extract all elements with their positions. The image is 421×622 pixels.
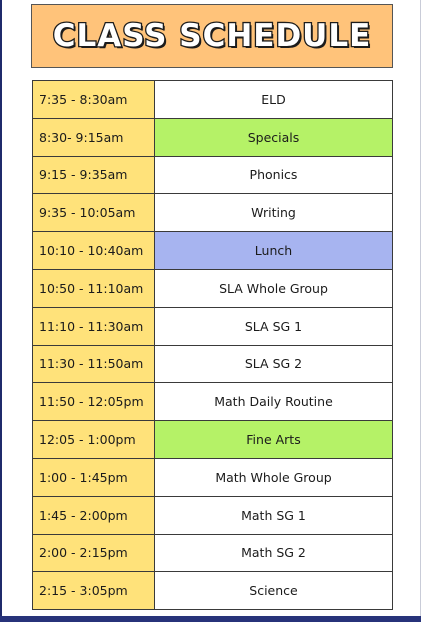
- time-cell: 10:50 - 11:10am: [33, 269, 155, 307]
- schedule-row: [33, 194, 393, 232]
- time-cell: 1:00 - 1:45pm: [33, 458, 155, 496]
- frame-bottom-edge: [0, 616, 421, 622]
- schedule-row: [33, 269, 393, 307]
- subject-cell: Math Daily Routine: [155, 383, 393, 421]
- subject-cell: Math SG 1: [155, 496, 393, 534]
- schedule-row: [33, 458, 393, 496]
- schedule-row: [33, 496, 393, 534]
- schedule-table: [32, 80, 393, 610]
- subject-cell: Fine Arts: [155, 421, 393, 459]
- schedule-row: [33, 421, 393, 459]
- schedule-row: [33, 232, 393, 270]
- time-cell: 1:45 - 2:00pm: [33, 496, 155, 534]
- schedule-row: [33, 345, 393, 383]
- schedule-row: [33, 383, 393, 421]
- schedule-table-body: [33, 81, 393, 610]
- schedule-row: [33, 81, 393, 119]
- time-cell: 11:30 - 11:50am: [33, 345, 155, 383]
- subject-cell: Math Whole Group: [155, 458, 393, 496]
- time-cell: 9:15 - 9:35am: [33, 156, 155, 194]
- subject-cell: Math SG 2: [155, 534, 393, 572]
- page-title: CLASS SCHEDULE: [52, 18, 372, 54]
- schedule-row: [33, 572, 393, 610]
- subject-cell: SLA SG 2: [155, 345, 393, 383]
- subject-cell: ELD: [155, 81, 393, 119]
- schedule-row: [33, 534, 393, 572]
- schedule-row: [33, 156, 393, 194]
- time-cell: 8:30- 9:15am: [33, 118, 155, 156]
- subject-cell: Writing: [155, 194, 393, 232]
- subject-cell: Lunch: [155, 232, 393, 270]
- title-banner: [31, 4, 393, 68]
- subject-cell: SLA Whole Group: [155, 269, 393, 307]
- schedule-row: [33, 118, 393, 156]
- schedule-row: [33, 307, 393, 345]
- subject-cell: SLA SG 1: [155, 307, 393, 345]
- frame-left-edge: [0, 0, 2, 622]
- time-cell: 9:35 - 10:05am: [33, 194, 155, 232]
- time-cell: 2:00 - 2:15pm: [33, 534, 155, 572]
- time-cell: 12:05 - 1:00pm: [33, 421, 155, 459]
- time-cell: 2:15 - 3:05pm: [33, 572, 155, 610]
- time-cell: 11:50 - 12:05pm: [33, 383, 155, 421]
- subject-cell: Phonics: [155, 156, 393, 194]
- time-cell: 11:10 - 11:30am: [33, 307, 155, 345]
- subject-cell: Science: [155, 572, 393, 610]
- time-cell: 10:10 - 10:40am: [33, 232, 155, 270]
- time-cell: 7:35 - 8:30am: [33, 81, 155, 119]
- subject-cell: Specials: [155, 118, 393, 156]
